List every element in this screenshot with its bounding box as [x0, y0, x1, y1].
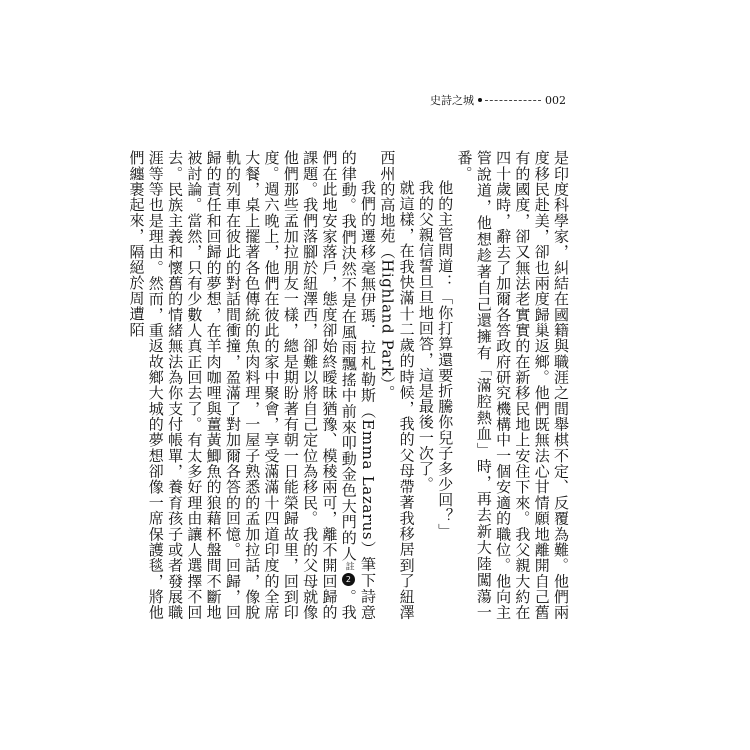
paragraph-5-part-2: 。我們在此地安家落戶，態度卻始終曖昧猶豫、模稜兩可，離不開回歸的課題。我們落腳於紐澤西，卻難以將自己定位為移民。我的父母就像他們那些孟加拉朋友一樣，總是期盼著有朝一日能榮歸故里，回到印度。週六晚上，他們在彼此的家中聚會，享受滿滿十四道印度的全席大餐，桌上擺著各色傳統的魚肉料理，一屋子熟悉的孟加拉話，像脫軌的列車在彼此的對話間衝撞，盈滿了對加爾各答的回憶。回歸，回歸的責任和回歸的夢想，在羊肉咖哩與薑黃鯽魚的狼藉杯盤間不斷地被討論。當然，只有少數人真正回去了。有太多好理由讓人選擇不回去。民族主義和懷舊的情緒無法為你支付帳單，養育孩子或者發展職涯等等也是理由。然而，重返故鄉大城的夢想卻像一席保護毯，將他們纏裹起來，隔絕於周遭陌: [127, 150, 358, 620]
footnote-marker-icon: [342, 573, 355, 586]
paragraph-2: 他的主管問道：「你打算還要折騰你兒子多少回？」: [436, 180, 455, 539]
running-head: [430, 91, 580, 109]
page-number: 002: [545, 93, 566, 107]
footnote-label: 註: [343, 561, 354, 572]
paragraph-5-part-1: 我們的遷移毫無伊瑪．拉札勒斯（Emma Lazarus）筆下詩意的律動。我們決然不是在風雨飄搖中前來叩動金色大門的人: [339, 150, 378, 620]
paragraph-4: 就這樣，在我快滿十二歲的時候，我的父母帶著我移居到了紐澤西州的高地苑（Highland Park）。: [378, 150, 416, 620]
running-head-title: 史詩之城: [430, 94, 474, 107]
paragraph-3: 我的父親信誓旦旦地回答，這是最後一次了。: [416, 180, 435, 492]
vertical-text-block: [127, 150, 570, 620]
paragraph-5: [126, 150, 377, 620]
paragraph-1: 是印度科學家，糾結在國籍與職涯之間舉棋不定、反覆為難。他們兩度移民赴美，卻也兩度歸巢返鄉。他們既無法心甘情願地離開自己舊有的國度，卻又無法老實實的在新移民地上安住下來。我父親大約在四十歲時，辭去了加爾各答政府研究機構中一個安適的職位。他向主管說道，他想趁著自己還擁有「滿腔熱血」時，再去新大陸闖蕩一番。: [455, 150, 570, 620]
dotted-rule: [485, 100, 541, 101]
bullet-dot: [478, 98, 482, 102]
footnote-number: 2: [345, 575, 352, 585]
